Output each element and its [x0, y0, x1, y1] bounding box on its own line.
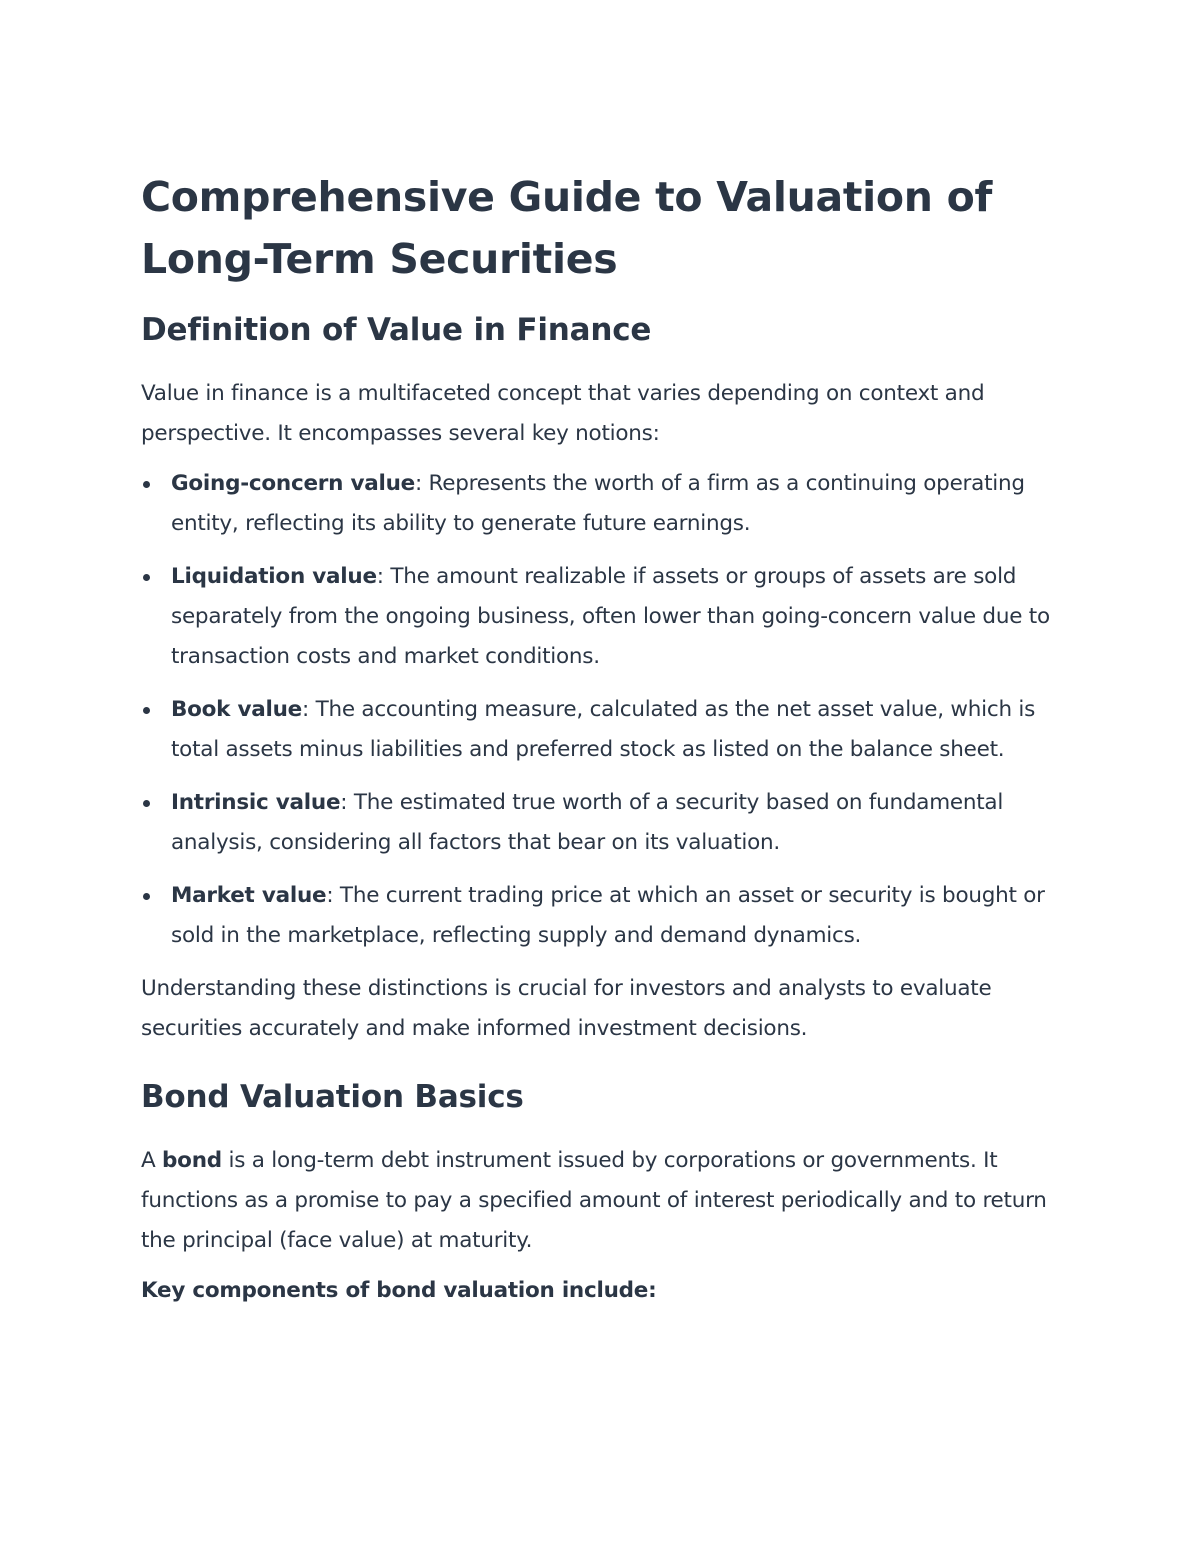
list-item [141, 876, 1071, 956]
section-intro: Value in finance is a multifaceted concept that varies depending on context and perspective. It encompasses several key notions: [141, 381, 985, 446]
section-heading: Bond Valuation Basics [141, 1079, 524, 1115]
list-item [141, 557, 1071, 677]
list-item [141, 464, 1071, 544]
bullet-icon [143, 800, 150, 807]
section-heading: Definition of Value in Finance [141, 312, 652, 348]
section-definition-of-value [141, 310, 1071, 1049]
list-item-term: Book value [171, 697, 302, 722]
list-item-term: Intrinsic value [171, 790, 341, 815]
key-components-label: Key components of bond valuation include: [141, 1278, 657, 1303]
list-item-term: Liquidation value [171, 564, 377, 589]
bullet-icon [143, 481, 150, 488]
bullet-icon [143, 574, 150, 581]
list-item-text: : Represents the worth of a firm as a continuing operating entity, reflecting its ability to generate future earnings. [171, 471, 1025, 536]
bullet-icon [143, 707, 150, 714]
list-item [141, 783, 1071, 863]
list-item-text: : The amount realizable if assets or groups of assets are sold separately from the ongoing business, often lower than going-concern value due to transaction costs and market conditions. [171, 564, 1050, 669]
bond-definition [141, 1141, 1071, 1261]
bond-definition-prefix: A [141, 1148, 163, 1173]
list-item-text: : The current trading price at which an asset or security is bought or sold in the marketplace, reflecting supply and demand dynamics. [171, 883, 1045, 948]
document-title: Comprehensive Guide to Valuation of Long-Term Securities [141, 173, 993, 283]
list-item-text: : The estimated true worth of a security based on fundamental analysis, considering all factors that bear on its valuation. [171, 790, 1004, 855]
list-item-text: : The accounting measure, calculated as the net asset value, which is total assets minus liabilities and preferred stock as listed on the balance sheet. [171, 697, 1036, 762]
section-bond-valuation [141, 1077, 1071, 1311]
bond-definition-text: is a long-term debt instrument issued by corporations or governments. It functions as a promise to pay a specified amount of interest periodically and to return the principal (face value) at maturity. [141, 1148, 1047, 1253]
bond-term: bond [162, 1148, 222, 1173]
document-page [141, 166, 1071, 1321]
key-components-heading [141, 1271, 1071, 1311]
section-conclusion: Understanding these distinctions is crucial for investors and analysts to evaluate securities accurately and make informed investment decisions. [141, 976, 992, 1041]
bullet-icon [143, 893, 150, 900]
value-types-list [141, 464, 1071, 956]
list-item-term: Going-concern value [171, 471, 415, 496]
list-item-term: Market value [171, 883, 327, 908]
list-item [141, 690, 1071, 770]
